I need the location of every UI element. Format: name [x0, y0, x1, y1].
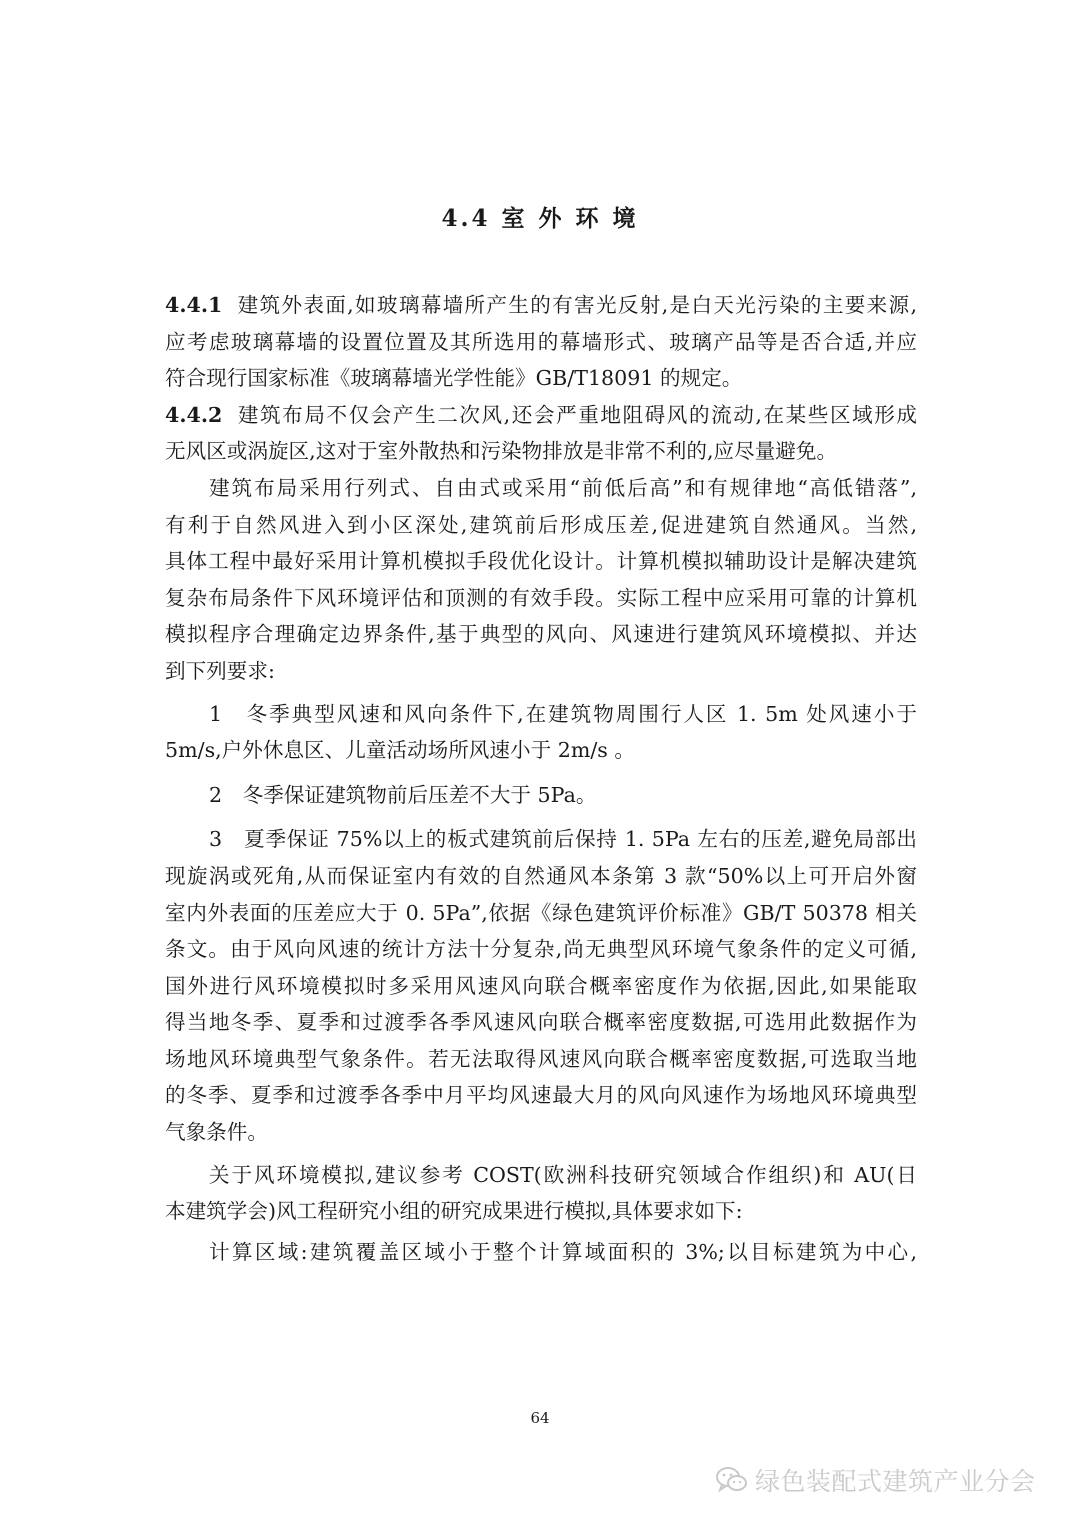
text-line: [165, 287, 917, 324]
text-line: 2 冬季保证建筑物前后压差不大于 5Pa。: [209, 782, 597, 807]
text-line: 计算区域:建筑覆盖区域小于整个计算域面积的 3%;以目标建筑为中心,: [209, 1239, 917, 1264]
clause-4-4-1: [165, 287, 917, 397]
text-line: 场地风环境典型气象条件。若无法取得风速风向联合概率密度数据,可选取当地: [165, 1046, 917, 1071]
text-line: 关于风环境模拟,建议参考 COST(欧洲科技研究领域合作组织)和 AU(日: [209, 1162, 917, 1187]
text-line: 5m/s,户外休息区、儿童活动场所风速小于 2m/s 。: [165, 738, 636, 763]
text-line: 有利于自然风进入到小区深处,建筑前后形成压差,促进建筑自然通风。当然,: [165, 512, 917, 537]
text-line: 模拟程序合理确定边界条件,基于典型的风向、风速进行建筑风环境模拟、并达: [165, 622, 917, 647]
paragraph-building-layout: [165, 470, 917, 690]
text-line: 3 夏季保证 75%以上的板式建筑前后保持 1. 5Pa 左右的压差,避免局部出: [209, 827, 917, 852]
requirement-2: [165, 777, 917, 814]
text-line: 无风区或涡旋区,这对于室外散热和污染物排放是非常不利的,应尽量避免。: [165, 439, 838, 464]
text-line: [165, 397, 917, 434]
text-line: 室内外表面的压差应大于 0. 5Pa”,依据《绿色建筑评价标准》GB/T 50378 相关: [165, 900, 917, 925]
requirement-1: [165, 696, 917, 769]
page-number: 64: [530, 1409, 550, 1427]
text-line: 的冬季、夏季和过渡季各季中月平均风速最大月的风向风速作为场地风环境典型: [165, 1083, 917, 1108]
text-line: 建筑布局采用行列式、自由式或采用“前低后高”和有规律地“高低错落”,: [209, 475, 917, 500]
text-line: 具体工程中最好采用计算机模拟手段优化设计。计算机模拟辅助设计是解决建筑: [165, 549, 917, 574]
text-line: 符合现行国家标准《玻璃幕墙光学性能》GB/T18091 的规定。: [165, 366, 743, 391]
text-line: 现旋涡或死角,从而保证室内有效的自然通风本条第 3 款“50%以上可开启外窗: [165, 863, 917, 888]
clause-text: 建筑布局不仅会产生二次风,还会严重地阻碍风的流动,在某些区域形成: [236, 402, 917, 427]
clause-number: 4.4.1: [165, 293, 223, 317]
text-line: 本建筑学会)风工程研究小组的研究成果进行模拟,具体要求如下:: [165, 1199, 743, 1224]
text-line: 应考虑玻璃幕墙的设置位置及其所选用的幕墙形式、玻璃产品等是否合适,并应: [165, 329, 917, 354]
paragraph-cost-au: [165, 1157, 917, 1230]
text-line: 气象条件。: [165, 1120, 268, 1145]
wechat-icon: [715, 1465, 749, 1495]
clause-4-4-2: [165, 397, 917, 470]
text-line: 1 冬季典型风速和风向条件下,在建筑物周围行人区 1. 5m 处风速小于: [209, 701, 917, 726]
text-line: 复杂布局条件下风环境评估和顶测的有效手段。实际工程中应采用可靠的计算机: [165, 585, 917, 610]
watermark: [715, 1460, 1036, 1500]
text-line: 得当地冬季、夏季和过渡季各季风速风向联合概率密度数据,可选用此数据作为: [165, 1010, 917, 1035]
requirement-3: [165, 821, 917, 1150]
body-text: [165, 287, 917, 1270]
text-line: 国外进行风环境模拟时多采用风速风向联合概率密度作为依据,因此,如果能取: [165, 973, 917, 998]
clause-text: 建筑外表面,如玻璃幕墙所产生的有害光反射,是白天光污染的主要来源,: [236, 293, 917, 317]
text-line: 到下列要求:: [165, 658, 275, 683]
section-title: 4.4 室 外 环 境: [441, 205, 639, 232]
paragraph-calc-area: [165, 1234, 917, 1271]
watermark-text: 绿色装配式建筑产业分会: [755, 1467, 1036, 1496]
text-line: 条文。由于风向风速的统计方法十分复杂,尚无典型风环境气象条件的定义可循,: [165, 937, 917, 962]
clause-number: 4.4.2: [165, 402, 223, 427]
